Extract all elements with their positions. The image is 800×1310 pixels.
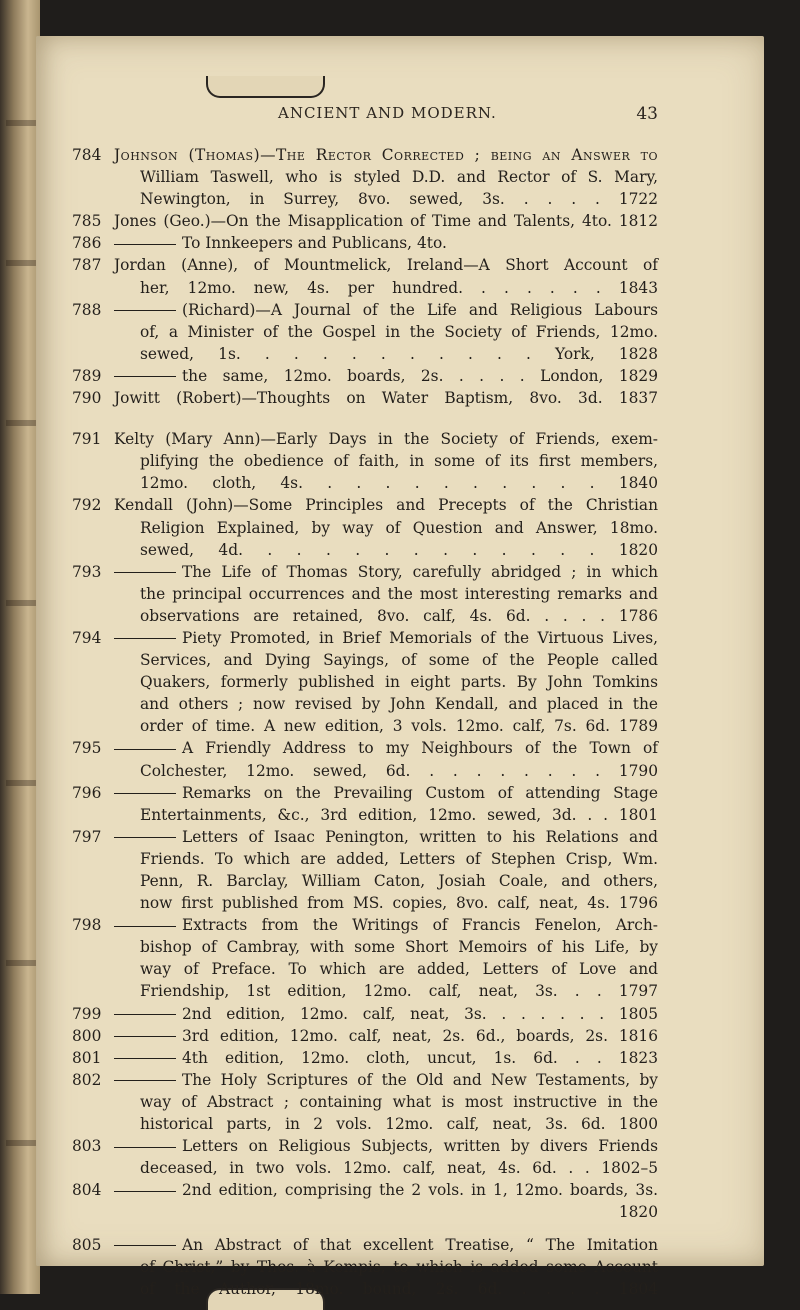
entry-number: 801 xyxy=(72,1048,102,1067)
entry-line-dashed xyxy=(114,365,658,387)
entry-text: 2nd edition, 12mo. calf, neat, 3s. . . . . . . 1805 xyxy=(182,1004,658,1023)
entry-text: Remarks on the Prevailing Custom of attending Stage xyxy=(182,783,658,802)
entry-text: Letters of Isaac Penington, written to his Relations and xyxy=(182,827,658,846)
ditto-rule xyxy=(114,376,176,377)
entry-line: Entertainments, &c., 3rd edition, 12mo. sewed, 3d. . . 1801 xyxy=(140,805,658,824)
entry-line-dashed xyxy=(114,1234,658,1256)
entry-785 xyxy=(72,210,658,232)
entry-text: The Holy Scriptures of the Old and New Testaments, by xyxy=(182,1070,658,1089)
ditto-rule xyxy=(114,638,176,639)
entry-line-dashed xyxy=(114,561,658,583)
ditto-rule xyxy=(114,572,176,573)
entry-number: 799 xyxy=(72,1004,102,1023)
entry-line-dashed xyxy=(114,1069,658,1091)
entry-text: Piety Promoted, in Brief Memorials of the Virtuous Lives, xyxy=(182,628,658,647)
entry-792 xyxy=(72,494,658,560)
ditto-rule xyxy=(114,749,176,750)
entry-text: A Friendly Address to my Neighbours of the Town of xyxy=(182,739,658,758)
entry-800 xyxy=(72,1025,658,1047)
entry-line: and others ; now revised by John Kendall, and placed in the xyxy=(140,695,658,714)
entry-number: 805 xyxy=(72,1235,102,1254)
entry-line-dashed xyxy=(114,737,658,759)
entry-number: 786 xyxy=(72,234,102,253)
entry-line: the principal occurrences and the most interesting remarks and xyxy=(140,584,658,603)
entry-number: 787 xyxy=(72,256,102,275)
running-header xyxy=(278,104,658,122)
entry-text: Letters on Religious Subjects, written by divers Friends xyxy=(182,1137,658,1156)
entry-number: 798 xyxy=(72,916,102,935)
page-tab-top xyxy=(206,76,325,98)
entry-number: 785 xyxy=(72,212,102,231)
entry-number: 800 xyxy=(72,1026,102,1045)
entry-text: The Life of Thomas Story, carefully abridged ; in which xyxy=(182,562,658,581)
entry-line: Jones (Geo.)—On the Misapplication of Time and Talents, 4to. 1812 xyxy=(114,212,658,231)
entry-line: Jordan (Anne), of Mountmelick, Ireland—A Short Account of xyxy=(114,256,658,275)
entry-line: Services, and Dying Sayings, of some of the People called xyxy=(140,651,658,670)
entry-number: 789 xyxy=(72,366,102,385)
entry-line: Colchester, 12mo. sewed, 6d. . . . . . . . . 1790 xyxy=(140,761,658,780)
entry-number: 784 xyxy=(72,146,102,164)
entry-line: Religion Explained, by way of Question and Answer, 18mo. xyxy=(140,518,658,537)
entry-line-dashed xyxy=(114,1025,658,1047)
entry-text: An Abstract of that excellent Treatise, “ The Imitation xyxy=(182,1235,658,1254)
entry-line: order of time. A new edition, 3 vols. 12mo. calf, 7s. 6d. 1789 xyxy=(140,717,658,736)
entry-text: 2nd edition, comprising the 2 vols. in 1, 12mo. boards, 3s. xyxy=(182,1181,658,1200)
entry-line-dashed xyxy=(114,1047,658,1069)
entry-802 xyxy=(72,1069,658,1135)
entry-line: plifying the obedience of faith, in some of its first members, xyxy=(140,452,658,471)
entry-line: Jowitt (Robert)—Thoughts on Water Baptism, 8vo. 3d. 1837 xyxy=(114,389,658,408)
entry-line: deceased, in two vols. 12mo. calf, neat, 4s. 6d. . . 1802–5 xyxy=(140,1159,658,1178)
entry-line-dashed xyxy=(114,1179,658,1201)
entry-line: Penn, R. Barclay, William Caton, Josiah Coale, and others, xyxy=(140,872,658,890)
entry-786 xyxy=(72,232,658,254)
entry-788 xyxy=(72,299,658,365)
entry-line: sewed, 1s. . . . . . . . . . . York, 1828 xyxy=(140,344,658,363)
entry-number: 788 xyxy=(72,300,102,319)
entry-795 xyxy=(72,737,658,781)
ditto-rule xyxy=(114,926,176,927)
entry-line: 12mo. cloth, 4s. . . . . . . . . . . 1840 xyxy=(140,474,658,493)
entry-line: way of Abstract ; containing what is most instructive in the xyxy=(140,1092,658,1111)
entry-number: 793 xyxy=(72,562,102,581)
entry-line: sewed, 4d. . . . . . . . . . . . . 1820 xyxy=(140,540,658,559)
ditto-rule xyxy=(114,244,176,245)
entry-line: Kendall (John)—Some Principles and Precepts of the Christian xyxy=(114,496,658,515)
entry-number: 796 xyxy=(72,783,102,802)
ditto-rule xyxy=(114,1014,176,1015)
entry-line-dashed xyxy=(114,627,658,649)
ditto-rule xyxy=(114,1058,176,1059)
entry-line: Kelty (Mary Ann)—Early Days in the Society of Friends, exem- xyxy=(114,430,658,449)
running-title: ANCIENT AND MODERN. xyxy=(278,104,497,122)
entry-text: 3rd edition, 12mo. calf, neat, 2s. 6d., boards, 2s. 1816 xyxy=(182,1026,658,1045)
page-number: 43 xyxy=(636,104,658,124)
entry-line: William Taswell, who is styled D.D. and Rector of S. Mary, xyxy=(140,168,658,187)
entry-line-dashed xyxy=(114,826,658,848)
entry-number: 792 xyxy=(72,496,102,515)
ditto-rule xyxy=(114,1036,176,1037)
entry-797 xyxy=(72,826,658,914)
entry-line-dashed xyxy=(114,232,658,254)
entry-text: To Innkeepers and Publicans, 4to. xyxy=(182,234,447,253)
catalogue-entries xyxy=(72,144,658,1300)
entry-line-dashed xyxy=(114,1135,658,1157)
entry-796 xyxy=(72,782,658,826)
ditto-rule xyxy=(114,1080,176,1081)
entry-793 xyxy=(72,561,658,627)
entry-line-dashed xyxy=(114,782,658,804)
entry-798 xyxy=(72,914,658,1002)
entry-784 xyxy=(72,144,658,210)
entry-787 xyxy=(72,254,658,298)
entry-line: observations are retained, 8vo. calf, 4s. 6d. . . . . 1786 xyxy=(140,606,658,625)
entry-line: Quakers, formerly published in eight parts. By John Tomkins xyxy=(140,673,658,692)
entry-number: 804 xyxy=(72,1181,102,1200)
entry-line-dashed xyxy=(114,299,658,321)
entry-line: Johnson (Thomas)—The Rector Corrected ; being an Answer to xyxy=(114,146,658,164)
entry-line: Friends. To which are added, Letters of Stephen Crisp, Wm. xyxy=(140,849,658,868)
entry-number: 794 xyxy=(72,628,102,647)
entry-number: 795 xyxy=(72,739,102,758)
entry-line: Friendship, 1st edition, 12mo. calf, neat, 3s. . . 1797 xyxy=(140,982,658,1001)
entry-line: way of Preface. To which are added, Letters of Love and xyxy=(140,960,658,979)
ditto-rule xyxy=(114,1245,176,1246)
entry-line: of, a Minister of the Gospel in the Society of Friends, 12mo. xyxy=(140,322,658,341)
entry-line: bishop of Cambray, with some Short Memoirs of his Life, by xyxy=(140,938,658,957)
entry-number: 803 xyxy=(72,1137,102,1156)
ditto-rule xyxy=(114,837,176,838)
entry-line: Newington, in Surrey, 8vo. sewed, 3s. . . . . 1722 xyxy=(140,190,658,209)
entry-line: historical parts, in 2 vols. 12mo. calf, neat, 3s. 6d. 1800 xyxy=(140,1115,658,1134)
entry-line: now first published from MS. copies, 8vo. calf, neat, 4s. 1796 xyxy=(140,894,658,913)
entry-line: of Christ,” by Thos. à Kempis, to which is added some Account xyxy=(140,1257,658,1276)
entry-number: 802 xyxy=(72,1070,102,1089)
entry-799 xyxy=(72,1003,658,1025)
entry-line-dashed xyxy=(114,914,658,936)
entry-803 xyxy=(72,1135,658,1179)
entry-791 xyxy=(72,428,658,494)
adjacent-page-edge xyxy=(0,0,40,1294)
entry-794 xyxy=(72,627,658,737)
entry-number: 791 xyxy=(72,430,102,449)
entry-text: Extracts from the Writings of Francis Fenelon, Arch- xyxy=(182,916,658,935)
ditto-rule xyxy=(114,310,176,311)
entry-number: 797 xyxy=(72,827,102,846)
entry-790 xyxy=(72,387,658,409)
entry-text: the same, 12mo. boards, 2s. . . . . London, 1829 xyxy=(182,366,658,385)
entry-line: her, 12mo. new, 4s. per hundred. . . . . . . 1843 xyxy=(140,278,658,297)
entry-line: 1820 xyxy=(618,1203,658,1222)
entry-line: of the Author, 18mo. bound, 2s. 6d. . . . . 1804 xyxy=(140,1279,658,1298)
entry-804 xyxy=(72,1179,658,1223)
entry-text: 4th edition, 12mo. cloth, uncut, 1s. 6d. . . 1823 xyxy=(182,1048,658,1067)
entry-805 xyxy=(72,1234,658,1300)
entry-line-dashed xyxy=(114,1003,658,1025)
entry-789 xyxy=(72,365,658,387)
entry-number: 790 xyxy=(72,389,102,408)
entry-801 xyxy=(72,1047,658,1069)
ditto-rule xyxy=(114,1147,176,1148)
ditto-rule xyxy=(114,1191,176,1192)
ditto-rule xyxy=(114,793,176,794)
entry-text: (Richard)—A Journal of the Life and Religious Labours xyxy=(182,300,658,319)
